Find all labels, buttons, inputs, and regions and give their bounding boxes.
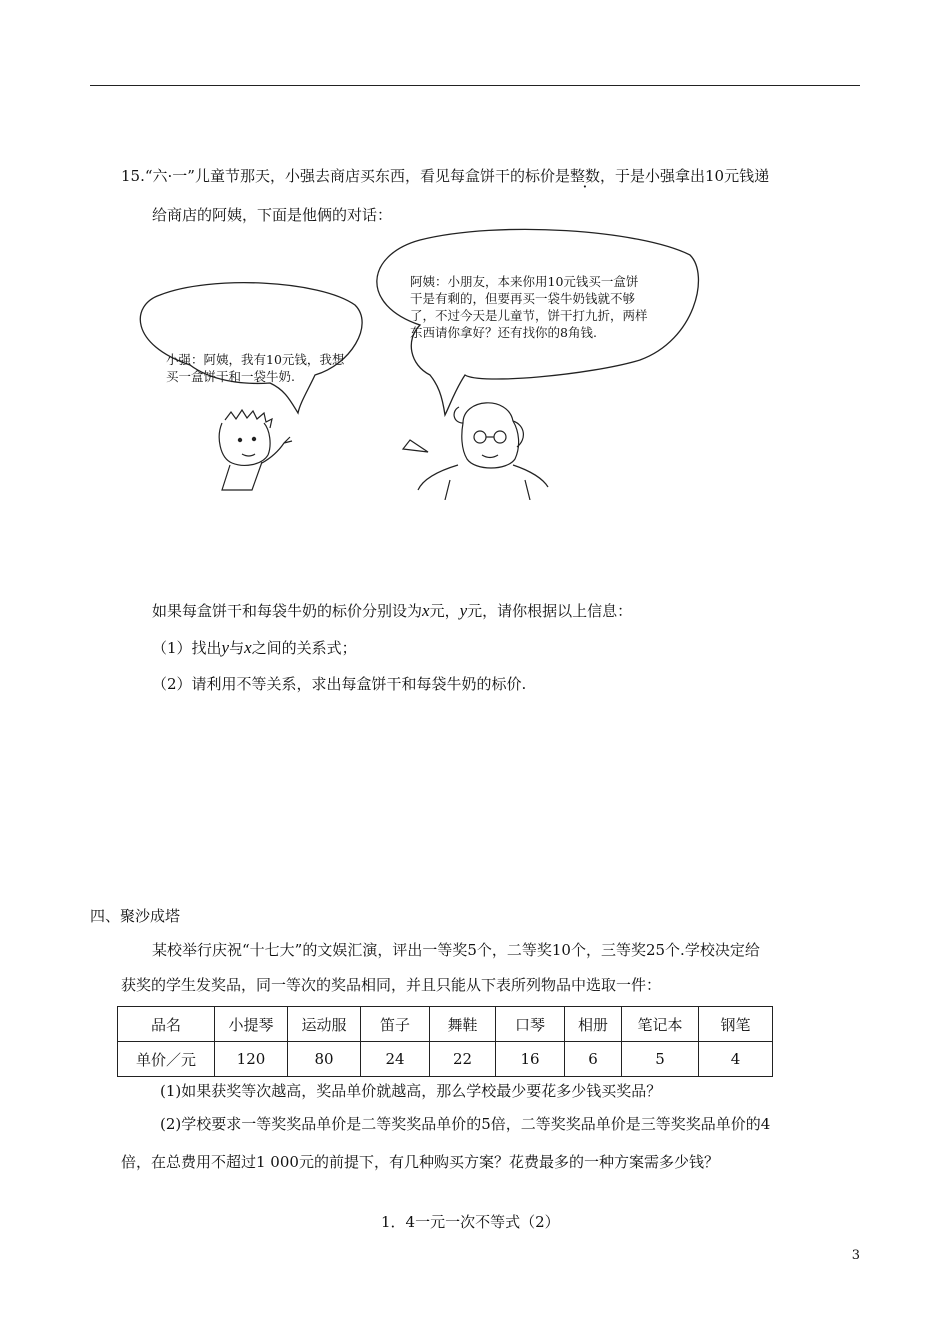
aunt-speech-line4: 东西请你拿好？还有找你的8角钱. bbox=[410, 325, 597, 340]
table-cell: 运动服 bbox=[288, 1007, 361, 1042]
table-row-prices bbox=[118, 1042, 773, 1077]
aunt-speech-line1: 阿姨：小朋友，本来你用10元钱买一盒饼 bbox=[410, 274, 639, 289]
q15-sub2: （2）请利用不等关系，求出每盒饼干和每袋牛奶的标价. bbox=[152, 675, 527, 693]
table-cell: 舞鞋 bbox=[430, 1007, 496, 1042]
next-section-title: 1．4一元一次不等式（2） bbox=[381, 1213, 560, 1231]
table-cell: 笔记本 bbox=[622, 1007, 699, 1042]
boy-speech-line2: 买一盒饼干和一袋牛奶. bbox=[166, 369, 295, 384]
section4-para-line2: 获奖的学生发奖品，同一等次的奖品相同，并且只能从下表所列物品中选取一件： bbox=[121, 976, 662, 994]
q15-intro: 如果每盒饼干和每袋牛奶的标价分别设为x元，y元，请你根据以上信息： bbox=[152, 601, 633, 620]
header-rule bbox=[90, 85, 860, 86]
q15-line2: 给商店的阿姨，下面是他俩的对话： bbox=[152, 206, 393, 224]
table-cell: 钢笔 bbox=[699, 1007, 773, 1042]
table-cell: 4 bbox=[699, 1042, 773, 1077]
section4-q2-line1: (2)学校要求一等奖奖品单价是二等奖奖品单价的5倍，二等奖奖品单价是三等奖奖品单价的4 bbox=[160, 1115, 771, 1133]
page-number: 3 bbox=[851, 1248, 860, 1263]
aunt-speech-line3: 了，不过今天是儿童节，饼干打九折，两样 bbox=[410, 308, 648, 323]
aunt-speech-line2: 干是有剩的，但要再买一袋牛奶钱就不够 bbox=[410, 291, 636, 306]
table-cell: 口琴 bbox=[496, 1007, 565, 1042]
table-cell: 笛子 bbox=[361, 1007, 430, 1042]
table-cell: 120 bbox=[215, 1042, 288, 1077]
table-cell: 6 bbox=[565, 1042, 622, 1077]
table-row-items bbox=[118, 1007, 773, 1042]
prize-table bbox=[117, 1006, 773, 1077]
var-y: y bbox=[459, 601, 468, 620]
section4-q2-line2: 倍，在总费用不超过1 000元的前提下，有几种购买方案？花费最多的一种方案需多少钱？ bbox=[121, 1153, 719, 1171]
q15-line1: 15.“六·一”儿童节那天，小强去商店买东西，看见每盒饼干的标价是整数，于是小强拿出10元钱递 bbox=[121, 167, 770, 185]
boy-speech-bubble bbox=[140, 283, 362, 413]
table-cell: 24 bbox=[361, 1042, 430, 1077]
section4-q1: (1)如果获奖等次越高，奖品单价就越高，那么学校最少要花多少钱买奖品？ bbox=[160, 1082, 662, 1100]
table-cell: 16 bbox=[496, 1042, 565, 1077]
boy-figure bbox=[219, 410, 292, 490]
q15-sub1: （1）找出y与x之间的关系式； bbox=[152, 638, 357, 657]
section4-heading: 四、聚沙成塔 bbox=[90, 907, 181, 925]
row-header: 单价／元 bbox=[118, 1042, 215, 1077]
boy-speech-line1: 小强：阿姨，我有10元钱，我想 bbox=[166, 352, 345, 367]
table-cell: 5 bbox=[622, 1042, 699, 1077]
emphasis-word: 整数 bbox=[569, 167, 600, 185]
var-x: x bbox=[422, 601, 430, 620]
table-cell: 相册 bbox=[565, 1007, 622, 1042]
table-cell: 小提琴 bbox=[215, 1007, 288, 1042]
section4-para-line1: 某校举行庆祝“十七大”的文娱汇演，评出一等奖5个，二等奖10个，三等奖25个.学校决定给 bbox=[152, 941, 760, 959]
row-header: 品名 bbox=[118, 1007, 215, 1042]
table-cell: 80 bbox=[288, 1042, 361, 1077]
table-cell: 22 bbox=[430, 1042, 496, 1077]
aunt-figure bbox=[403, 403, 548, 500]
